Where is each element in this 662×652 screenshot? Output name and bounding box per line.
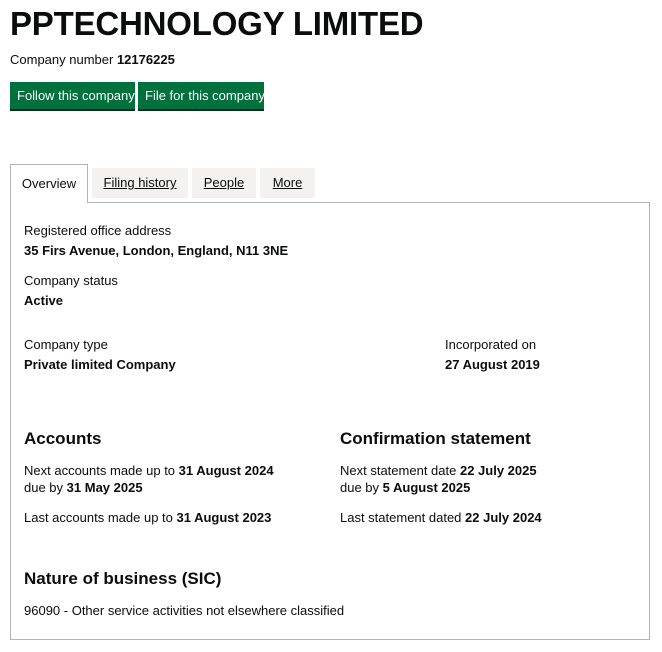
last-accounts-label: Last accounts made up to	[24, 510, 173, 525]
last-statement-label: Last statement dated	[340, 510, 462, 525]
follow-company-button[interactable]: Follow this company	[10, 82, 135, 109]
next-accounts-line	[24, 463, 274, 479]
next-statement-value: 22 July 2025	[459, 463, 537, 478]
last-accounts-line	[24, 510, 271, 526]
company-number-value: 12176225	[116, 52, 175, 67]
next-statement-line	[340, 463, 537, 479]
accounts-due-line	[24, 480, 143, 496]
accounts-due-label: due by	[24, 480, 64, 495]
incorporated-label: Incorporated on	[445, 337, 537, 352]
tab-more-label: More	[272, 175, 303, 190]
sic-heading: Nature of business (SIC)	[24, 569, 222, 588]
next-accounts-value: 31 August 2024	[178, 463, 274, 478]
company-type-value: Private limited Company	[24, 357, 176, 372]
last-accounts-value: 31 August 2023	[176, 510, 272, 525]
tab-more[interactable]	[260, 168, 315, 198]
tab-people[interactable]	[192, 168, 256, 198]
tab-people-label: People	[203, 175, 245, 190]
company-number-label: Company number	[10, 52, 114, 67]
company-name-title: PPTECHNOLOGY LIMITED	[10, 5, 424, 42]
sic-item: 96090 - Other service activities not elsewhere classified	[24, 603, 345, 618]
tab-overview[interactable]	[10, 164, 88, 203]
overview-panel	[10, 202, 650, 640]
confirmation-heading: Confirmation statement	[340, 429, 531, 448]
company-type-label: Company type	[24, 337, 108, 352]
next-accounts-label: Next accounts made up to	[24, 463, 176, 478]
accounts-heading: Accounts	[24, 429, 102, 448]
last-statement-value: 22 July 2024	[465, 510, 542, 525]
incorporated-value: 27 August 2019	[445, 357, 540, 372]
tab-filing-history[interactable]	[92, 168, 188, 198]
statement-due-value: 5 August 2025	[382, 480, 471, 495]
company-status-value: Active	[24, 293, 64, 308]
tab-filing-history-label: Filing history	[103, 175, 177, 190]
tab-overview-label: Overview	[21, 176, 77, 191]
next-statement-label: Next statement date	[340, 463, 457, 478]
accounts-due-value: 31 May 2025	[66, 480, 143, 495]
company-status-label: Company status	[24, 273, 118, 288]
file-for-company-button[interactable]: File for this company	[138, 82, 264, 109]
statement-due-line	[340, 480, 470, 496]
registered-office-label: Registered office address	[24, 223, 172, 238]
statement-due-label: due by	[340, 480, 380, 495]
company-number	[10, 52, 175, 68]
last-statement-line	[340, 510, 542, 526]
registered-office-value: 35 Firs Avenue, London, England, N11 3NE	[24, 243, 289, 258]
